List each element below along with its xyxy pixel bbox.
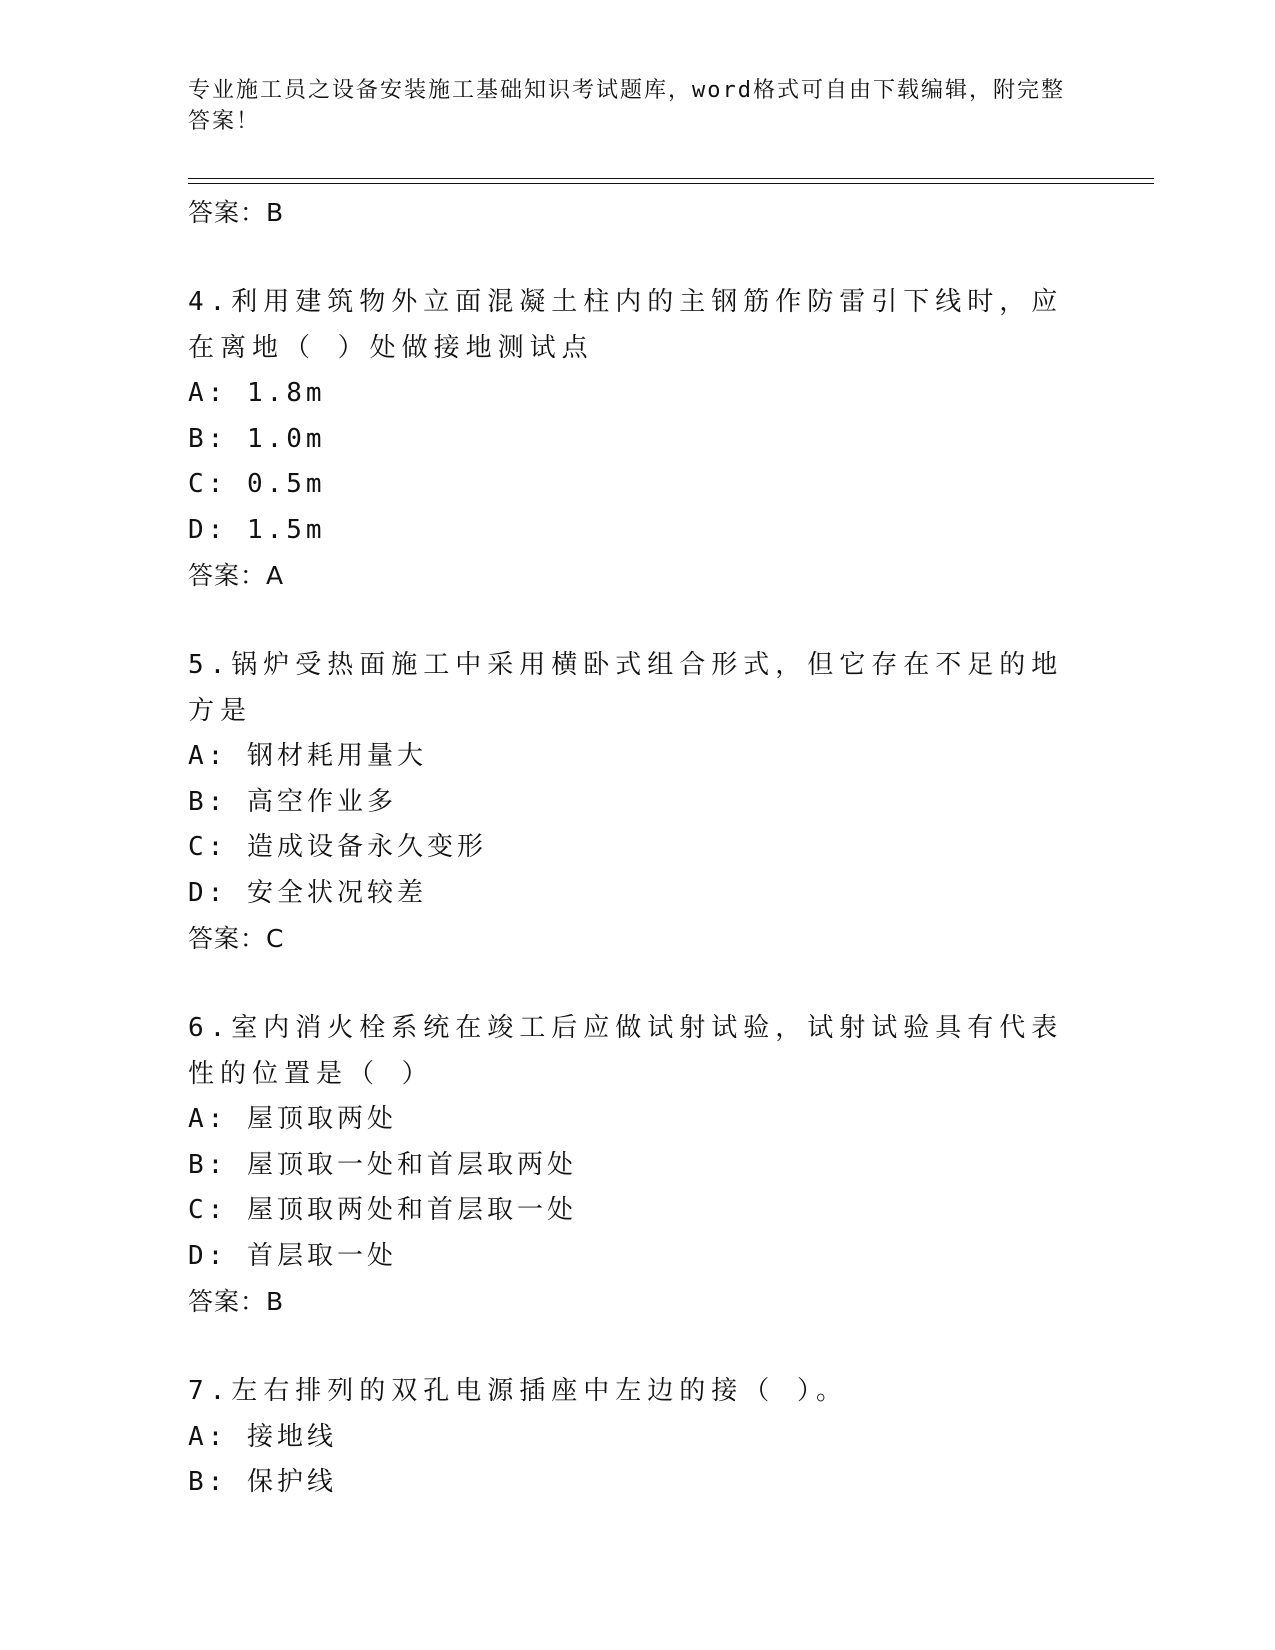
prev-answer: 答案：B — [188, 198, 285, 227]
question-text: 5.锅炉受热面施工中采用横卧式组合形式，但它存在不足的地方是 — [188, 650, 1064, 726]
header-rule-second — [188, 183, 1154, 184]
answer: 答案：B — [188, 1287, 285, 1316]
option-b: B: 1.0m — [188, 423, 326, 454]
question-list — [188, 190, 1088, 1506]
option-d: D: 1.5m — [188, 514, 326, 545]
option-d: D: 首层取一处 — [188, 1240, 397, 1271]
question-4 — [188, 280, 1088, 599]
header-rule — [188, 178, 1154, 179]
option-b: B: 高空作业多 — [188, 786, 397, 817]
question-7 — [188, 1369, 1088, 1506]
option-c: C: 0.5m — [188, 469, 326, 499]
spacer — [188, 962, 1088, 1006]
question-5 — [188, 643, 1088, 962]
page-header: 专业施工员之设备安装施工基础知识考试题库，word格式可自由下载编辑，附完整答案！ — [188, 78, 1065, 134]
option-a: A: 接地线 — [188, 1421, 337, 1452]
spacer — [188, 236, 1088, 280]
question-text: 4.利用建筑物外立面混凝土柱内的主钢筋作防雷引下线时，应在离地（ ）处做接地测试点 — [188, 287, 1064, 363]
option-b: B: 保护线 — [188, 1467, 337, 1497]
question-6 — [188, 1006, 1088, 1325]
option-a: A: 屋顶取两处 — [188, 1104, 397, 1134]
question-text: 6.室内消火栓系统在竣工后应做试射试验，试射试验具有代表性的位置是（ ） — [188, 1013, 1064, 1089]
option-a: A: 钢材耗用量大 — [188, 741, 427, 771]
spacer — [188, 599, 1088, 643]
answer: 答案：C — [188, 924, 285, 953]
option-c: C: 屋顶取两处和首层取一处 — [188, 1195, 577, 1225]
option-d: D: 安全状况较差 — [188, 877, 427, 908]
option-c: C: 造成设备永久变形 — [188, 832, 487, 862]
answer: 答案：A — [188, 561, 285, 590]
option-b: B: 屋顶取一处和首层取两处 — [188, 1149, 577, 1180]
option-a: A: 1.8m — [188, 378, 326, 408]
question-text: 7.左右排列的双孔电源插座中左边的接（ ）。 — [188, 1376, 848, 1406]
spacer — [188, 1325, 1088, 1369]
